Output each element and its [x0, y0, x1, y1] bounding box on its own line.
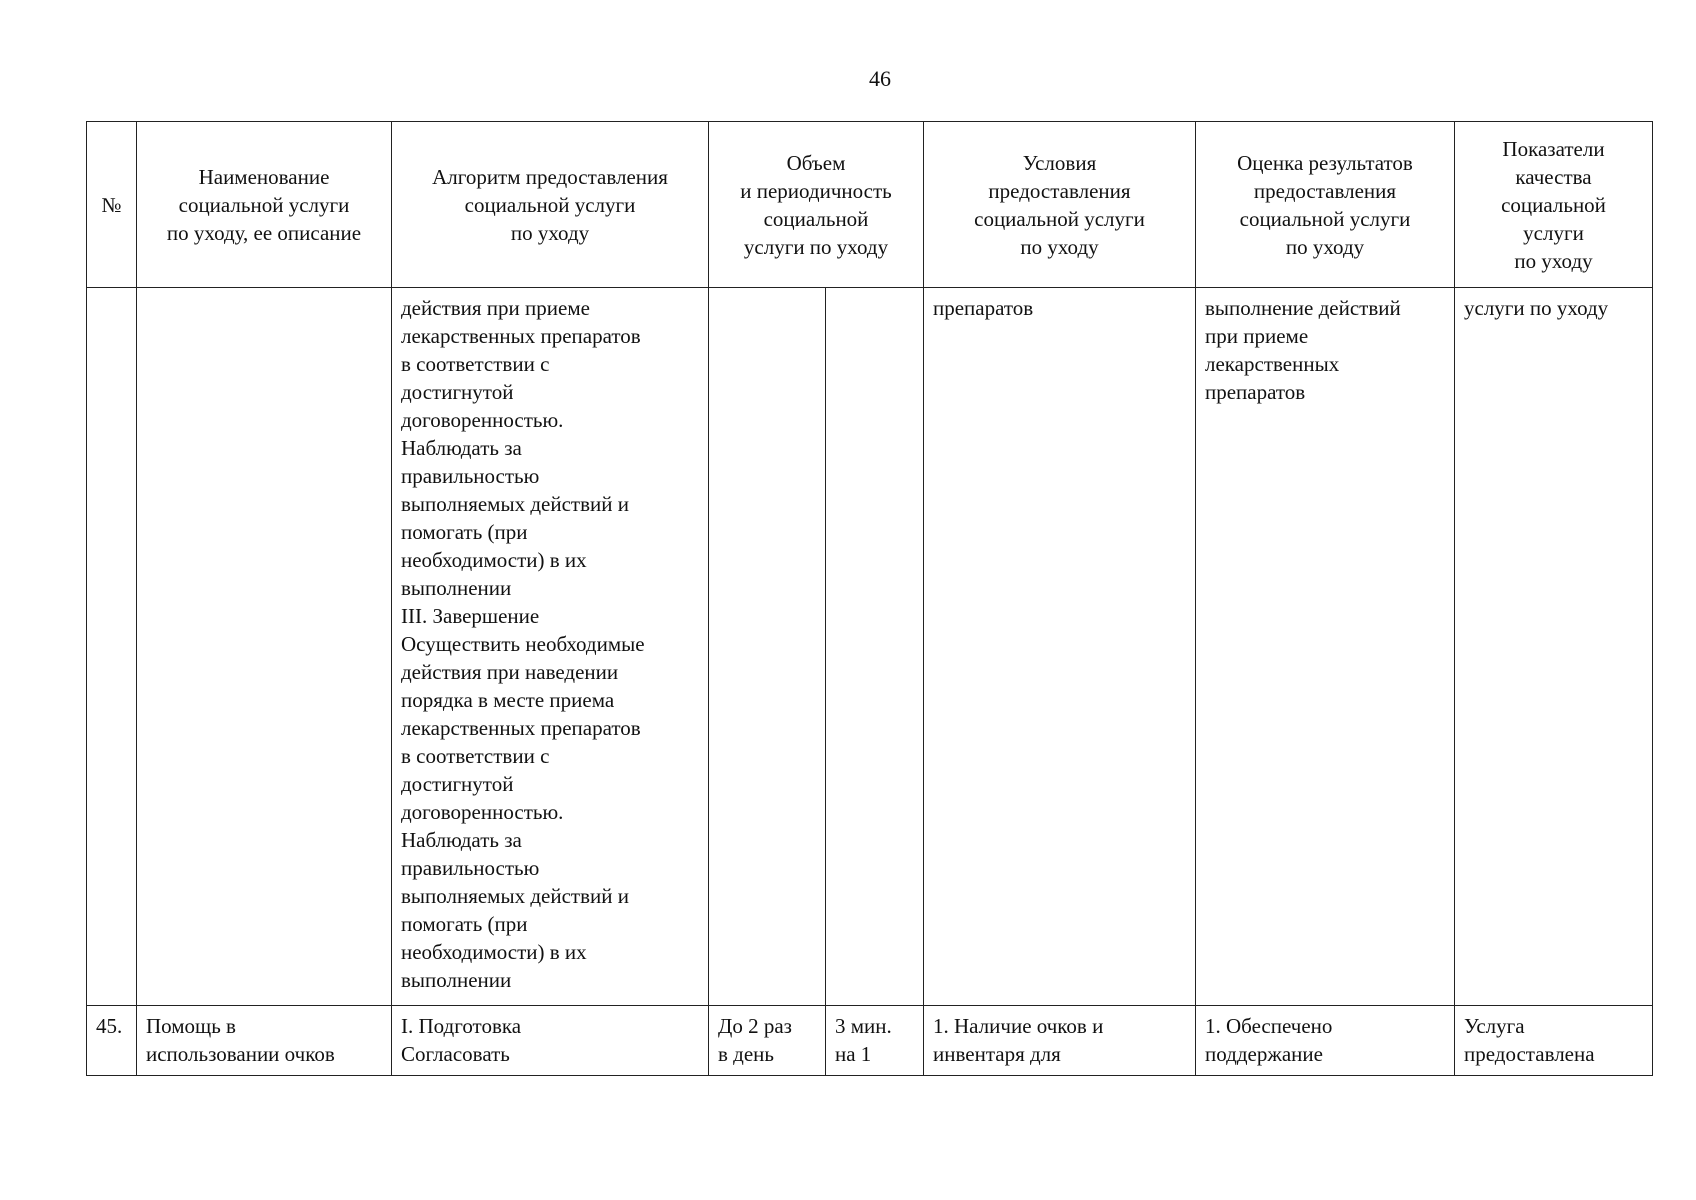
cell-assessment: 1. Обеспечено поддержание — [1196, 1006, 1455, 1076]
cell-periodicity — [826, 288, 924, 1006]
cell-conditions: препаратов — [924, 288, 1196, 1006]
cell-volume — [709, 288, 826, 1006]
cell-algorithm: I. Подготовка Согласовать — [392, 1006, 709, 1076]
header-conditions: Условия предоставления социальной услуги по уходу — [924, 122, 1196, 288]
table-row — [87, 288, 1653, 1006]
cell-number: 45. — [87, 1006, 137, 1076]
header-service-name: Наименование социальной услуги по уходу, ее описание — [137, 122, 392, 288]
header-number: № — [87, 122, 137, 288]
cell-conditions: 1. Наличие очков и инвентаря для — [924, 1006, 1196, 1076]
cell-quality: услуги по уходу — [1455, 288, 1653, 1006]
header-quality-indicators: Показатели качества социальной услуги по уходу — [1455, 122, 1653, 288]
cell-number — [87, 288, 137, 1006]
services-table — [86, 121, 1653, 1076]
cell-quality: Услуга предоставлена — [1455, 1006, 1653, 1076]
cell-periodicity: 3 мин. на 1 — [826, 1006, 924, 1076]
cell-assessment: выполнение действий при приеме лекарственных препаратов — [1196, 288, 1455, 1006]
cell-algorithm: действия при приеме лекарственных препаратов в соответствии с достигнутой договоренностью. Наблюдать за правильностью выполняемых действий и помогать (при необходимости) в их выполнении III. Завершение Осуществить необходимые действия при наведении порядка в месте приема лекарственных препаратов в соответствии с достигнутой договоренностью. Наблюдать за правильностью выполняемых действий и помогать (при необходимости) в их выполнении — [392, 288, 709, 1006]
header-assessment: Оценка результатов предоставления социальной услуги по уходу — [1196, 122, 1455, 288]
table-header-row — [87, 122, 1653, 288]
cell-service-name: Помощь в использовании очков — [137, 1006, 392, 1076]
header-volume-periodicity: Объем и периодичность социальной услуги по уходу — [709, 122, 924, 288]
cell-volume: До 2 раз в день — [709, 1006, 826, 1076]
header-algorithm: Алгоритм предоставления социальной услуги по уходу — [392, 122, 709, 288]
cell-service-name — [137, 288, 392, 1006]
table-row — [87, 1006, 1653, 1076]
page-number: 46 — [869, 66, 891, 91]
